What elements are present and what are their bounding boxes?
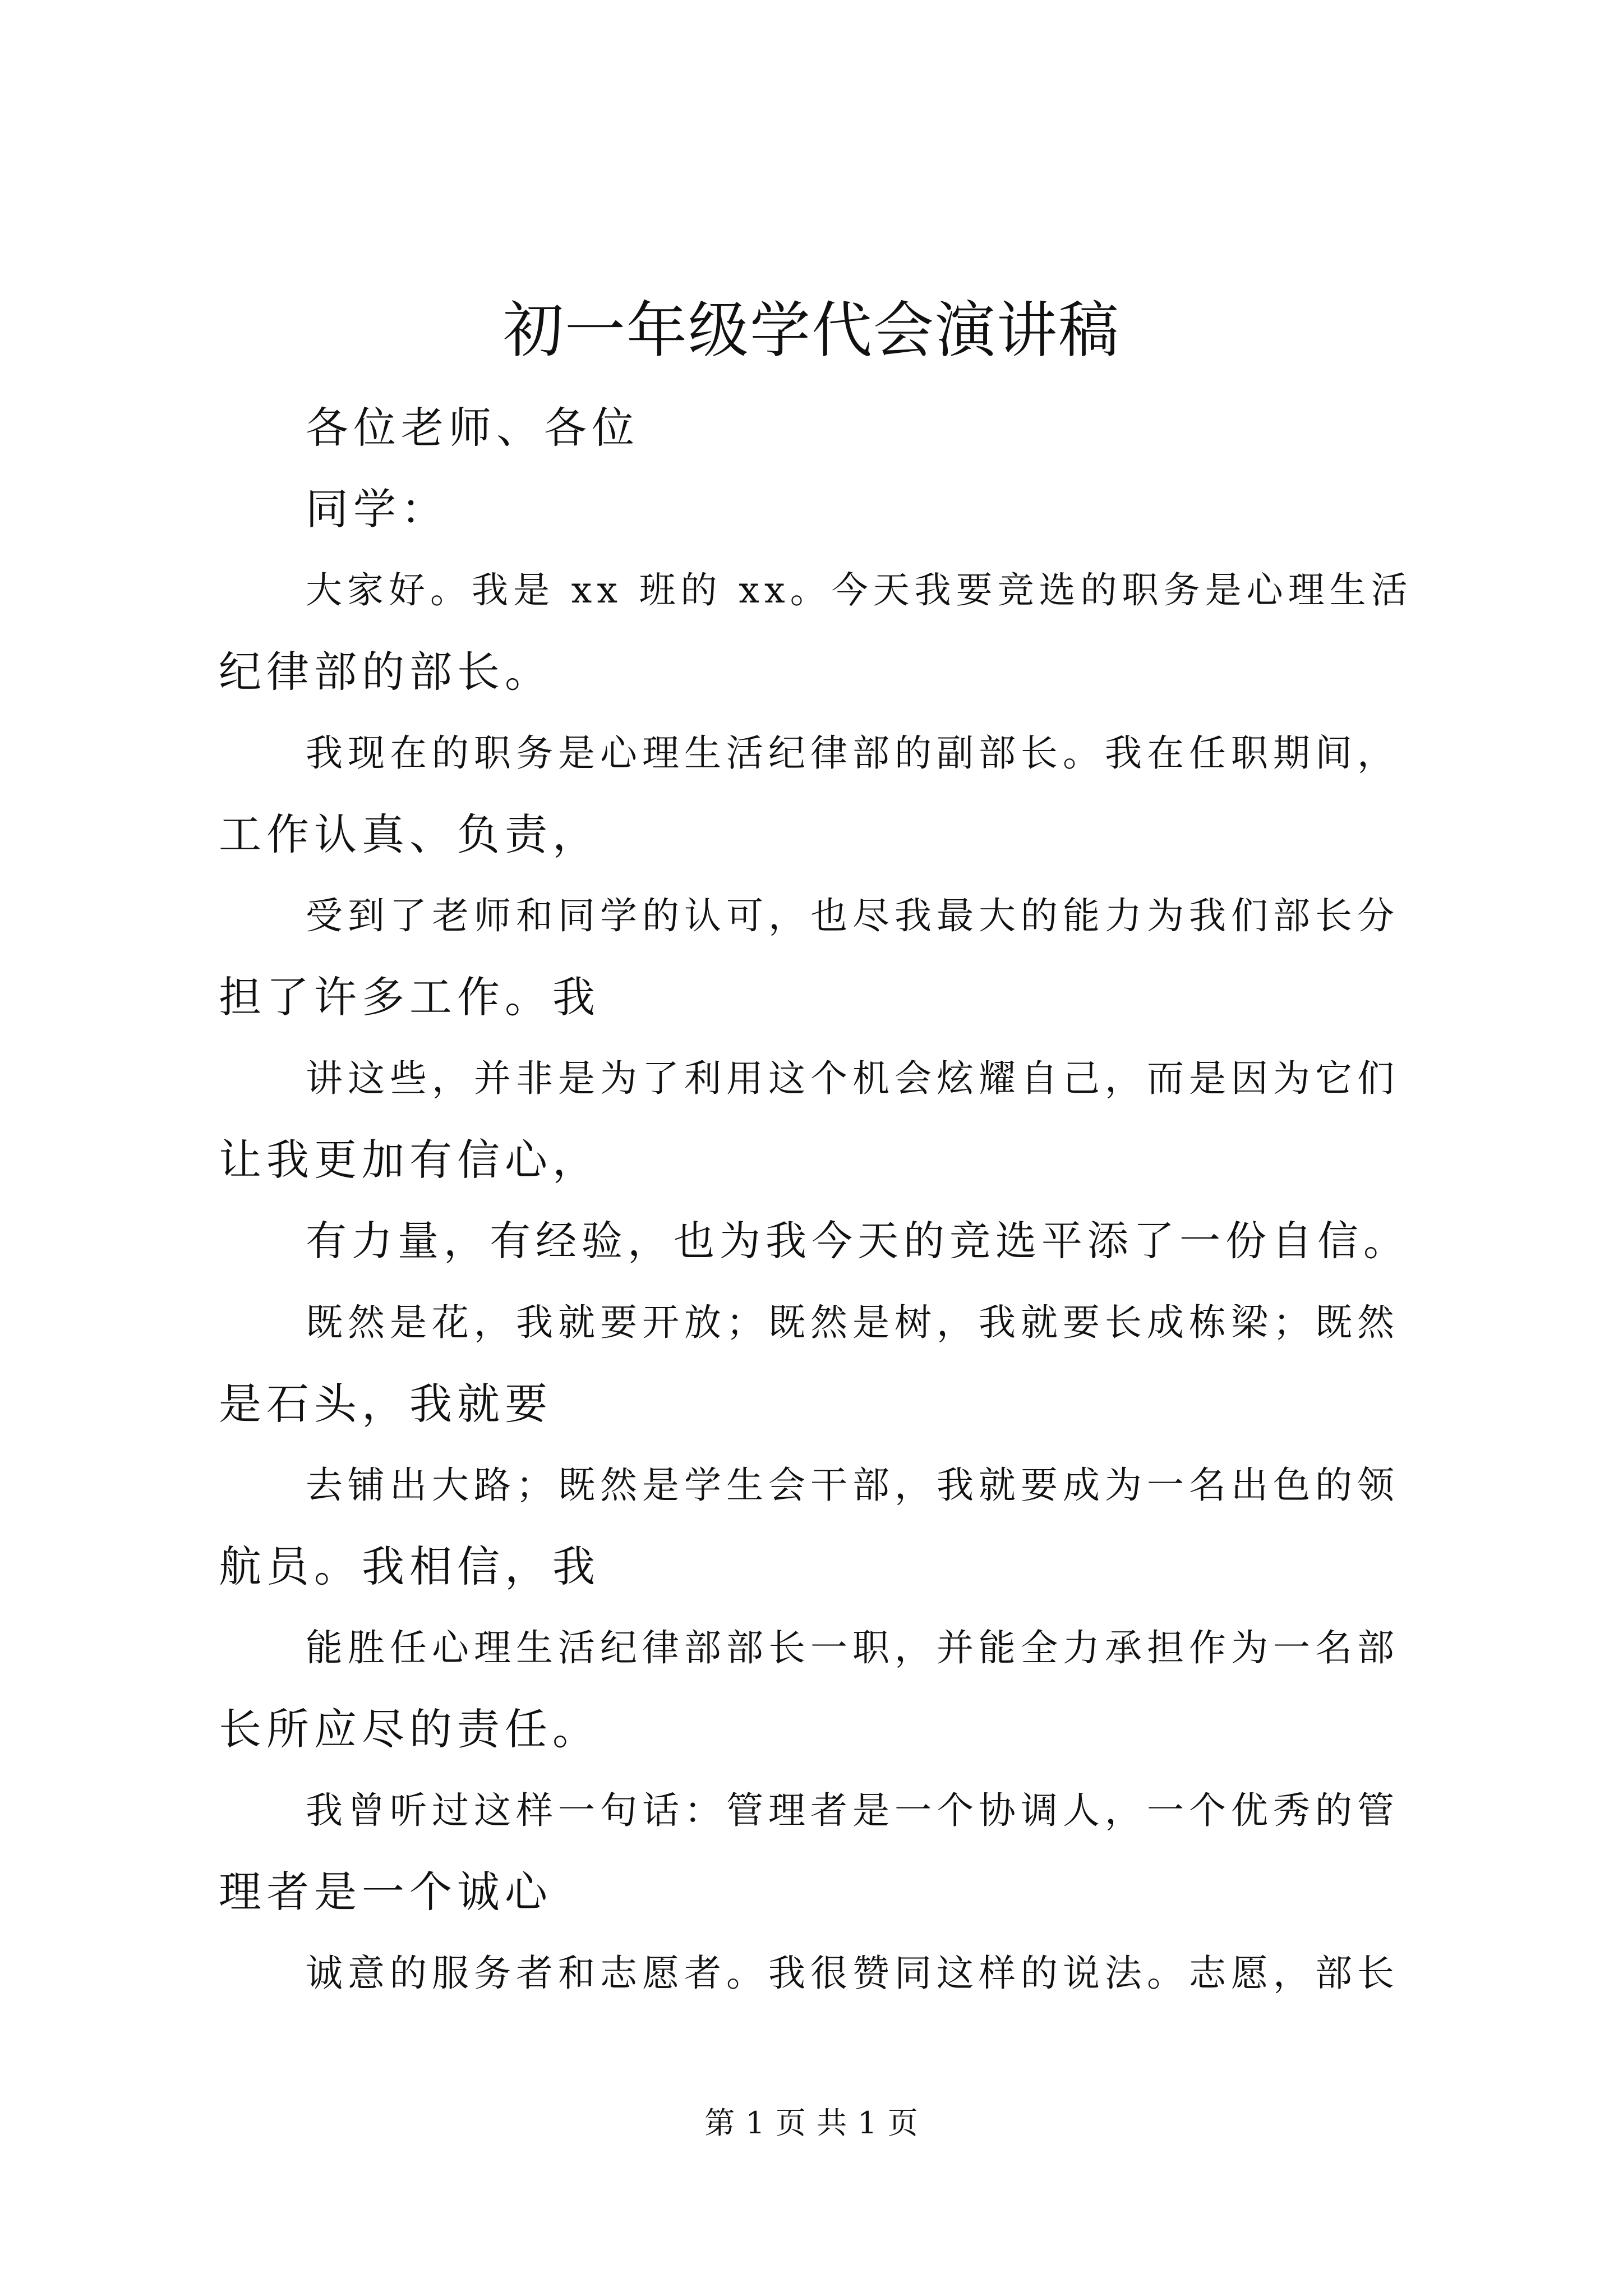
body-line: 担了许多工作。我	[219, 972, 600, 1022]
body-line: 能胜任心理生活纪律部部长一职，并能全力承担作为一名部	[306, 1626, 1399, 1669]
body-line: 我曾听过这样一句话：管理者是一个协调人，一个优秀的管	[306, 1789, 1399, 1832]
body-line: 既然是花，我就要开放；既然是树，我就要长成栋梁；既然	[306, 1301, 1399, 1344]
body-line: 同学：	[306, 484, 449, 534]
body-line: 去铺出大路；既然是学生会干部，我就要成为一名出色的领	[306, 1464, 1399, 1507]
body-line: 航员。我相信，我	[219, 1542, 600, 1591]
body-line: 诚意的服务者和志愿者。我很赞同这样的说法。志愿，部长	[306, 1952, 1399, 1995]
body-line: 是石头，我就要	[219, 1379, 552, 1429]
document-title: 初一年级学代会演讲稿	[502, 296, 1120, 366]
body-line: 有力量，有经验，也为我今天的竞选平添了一份自信。	[306, 1217, 1409, 1265]
body-line: 理者是一个诚心	[219, 1867, 552, 1917]
page-footer: 第 1 页 共 1 页	[704, 2105, 919, 2141]
body-line: 工作认真、负责，	[219, 809, 600, 859]
body-line: 大家好。我是 xx 班的 xx。今天我要竞选的职务是心理生活	[306, 569, 1413, 611]
body-line: 受到了老师和同学的认可，也尽我最大的能力为我们部长分	[306, 894, 1399, 937]
body-line: 各位老师、各位	[306, 403, 639, 453]
document-body	[219, 387, 1413, 2014]
body-line: 我现在的职务是心理生活纪律部的副部长。我在任职期间，	[306, 731, 1399, 775]
body-line: 长所应尽的责任。	[219, 1704, 600, 1754]
body-line: 让我更加有信心，	[219, 1135, 600, 1185]
body-line: 讲这些，并非是为了利用这个机会炫耀自己，而是因为它们	[306, 1057, 1399, 1100]
body-line: 纪律部的部长。	[219, 647, 552, 697]
